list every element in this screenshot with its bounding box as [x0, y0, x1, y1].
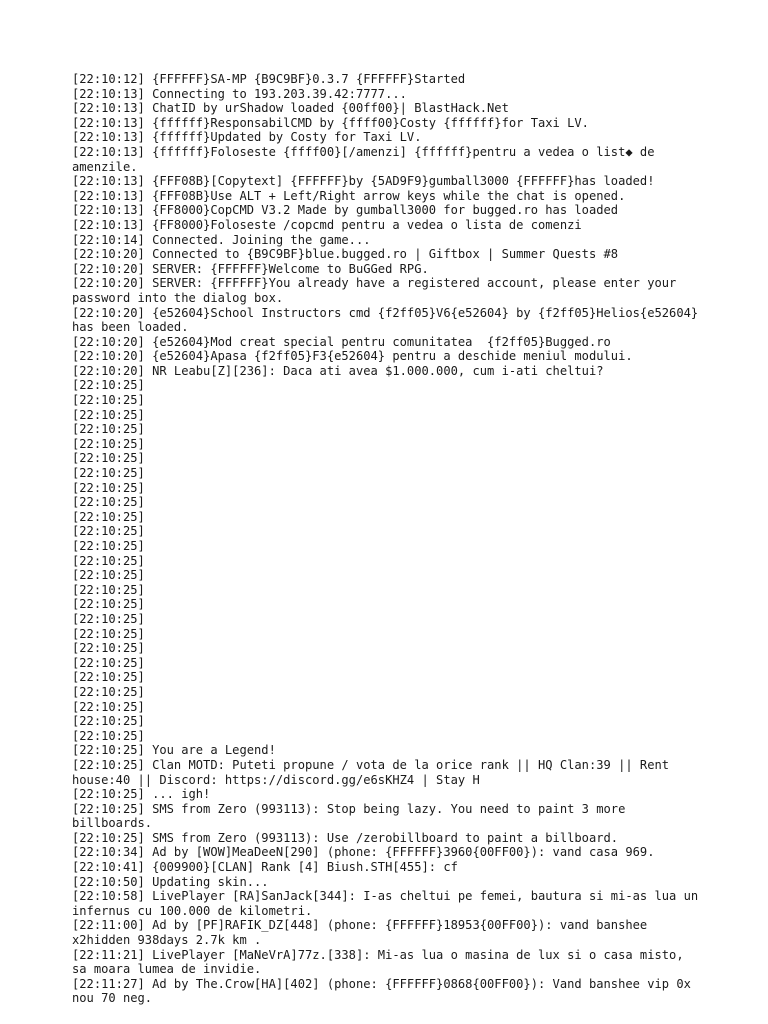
log-line: [22:10:25] — [72, 466, 145, 481]
log-line: [22:10:25] — [72, 582, 145, 597]
log-line: [22:10:20] {e52604}Mod creat special pentru comunitatea {f2ff05}Bugged.ro — [72, 334, 611, 349]
log-line: [22:10:25] — [72, 553, 145, 568]
log-line: [22:10:25] — [72, 407, 145, 422]
log-line: [22:10:12] {FFFFFF}SA-MP {B9C9BF}0.3.7 {FFFFFF}Started — [72, 72, 466, 86]
log-line: [22:10:25] Clan MOTD: Puteti propune / vota de la orice rank || HQ Clan:39 || Rent house:40 || Discord: https://discord.gg/e6sKHZ4 | Stay H — [72, 757, 677, 787]
log-line: [22:10:25] SMS from Zero (993113): Stop being lazy. You need to paint 3 more billboards. — [72, 801, 633, 831]
log-line: [22:10:13] {FFF08B}Use ALT + Left/Right arrow keys while the chat is opened. — [72, 188, 626, 203]
log-line: [22:10:14] Connected. Joining the game... — [72, 232, 371, 247]
log-line: [22:10:25] — [72, 451, 145, 466]
log-line: [22:10:20] SERVER: {FFFFFF}You already have a registered account, please enter your password into the dialog box. — [72, 276, 684, 305]
log-line: [22:10:25] — [72, 728, 145, 743]
log-line: [22:10:25] — [72, 670, 145, 685]
log-line: [22:10:58] LivePlayer [RA]SanJack[344]: I-as cheltui pe femei, bautura si mi-as lua un infernus cu 100.000 de kilometri. — [72, 889, 706, 918]
log-line: [22:10:25] — [72, 539, 145, 553]
log-line: [22:10:20] {e52604}Apasa {f2ff05}F3{e52604} pentru a deschide meniul modului. — [72, 349, 633, 364]
log-line: [22:10:13] Connecting to 193.203.39.42:7777... — [72, 86, 407, 101]
chat-log-document — [72, 72, 706, 1006]
log-line: [22:10:25] — [72, 568, 145, 583]
log-line: [22:10:20] NR Leabu[Z][236]: Daca ati avea $1.000.000, cum i-ati cheltui? — [72, 363, 604, 378]
log-line: [22:10:25] — [72, 611, 145, 626]
log-line: [22:10:25] — [72, 626, 145, 641]
log-line: [22:10:13] {FFF08B}[Copytext] {FFFFFF}by {5AD9F9}gumball3000 {FFFFFF}has loaded! — [72, 174, 655, 189]
log-line: [22:10:13] {ffffff}ResponsabilCMD by {ffff00}Costy {ffffff}for Taxi LV. — [72, 115, 589, 130]
log-line: [22:10:25] — [72, 422, 145, 437]
log-line: [22:10:25] — [72, 509, 145, 524]
log-line: [22:10:25] — [72, 597, 145, 612]
log-line: [22:11:21] LivePlayer [MaNeVrA]77z.[338]: Mi-as lua o masina de lux si o casa misto, sa moara lumea de invidie. — [72, 947, 691, 977]
log-line: [22:10:20] SERVER: {FFFFFF}Welcome to BuGGed RPG. — [72, 261, 429, 276]
log-line: [22:10:25] — [72, 393, 145, 408]
log-line: [22:10:25] — [72, 524, 145, 539]
log-line: [22:11:00] Ad by [PF]RAFIK_DZ[448] (phone: {FFFFFF}18953{00FF00}): vand banshee x2hidden 938days 2.7k km . — [72, 918, 655, 948]
log-line: [22:10:50] Updating skin... — [72, 874, 269, 889]
log-line: [22:10:25] ... igh! — [72, 787, 211, 802]
log-line: [22:10:25] You are a Legend! — [72, 743, 276, 758]
log-line: [22:10:13] {FF8000}CopCMD V3.2 Made by gumball3000 for bugged.ro has loaded — [72, 203, 619, 218]
log-line: [22:10:34] Ad by [WOW]MeaDeeN[290] (phone: {FFFFFF}3960{00FF00}): vand casa 969. — [72, 845, 655, 860]
log-line: [22:10:25] — [72, 714, 145, 729]
log-line: [22:10:25] — [72, 684, 145, 699]
log-line: [22:10:25] — [72, 480, 145, 495]
log-line: [22:10:25] — [72, 641, 145, 656]
log-line: [22:10:25] — [72, 436, 145, 451]
log-line: [22:10:25] — [72, 699, 145, 714]
log-line: [22:10:25] — [72, 495, 145, 510]
log-line: [22:10:13] {FF8000}Foloseste /copcmd pentru a vedea o lista de comenzi — [72, 217, 582, 232]
log-line: [22:10:25] — [72, 378, 145, 393]
log-line: [22:10:13] {ffffff}Updated by Costy for Taxi LV. — [72, 130, 422, 145]
log-line: [22:10:13] {ffffff}Foloseste {ffff00}[/amenzi] {ffffff}pentru a vedea o list◆ de amenzile. — [72, 144, 662, 174]
log-line: [22:10:25] — [72, 655, 145, 670]
log-line: [22:11:27] Ad by The.Crow[HA][402] (phone: {FFFFFF}0868{00FF00}): Vand banshee vip 0x nou 70 neg. — [72, 976, 699, 1006]
log-line: [22:10:20] {e52604}School Instructors cmd {f2ff05}V6{e52604} by {f2ff05}Helios{e52604} has been loaded. — [72, 305, 706, 335]
log-line: [22:10:20] Connected to {B9C9BF}blue.bugged.ro | Giftbox | Summer Quests #8 — [72, 247, 619, 262]
log-line: [22:10:13] ChatID by urShadow loaded {00ff00}| BlastHack.Net — [72, 101, 509, 116]
log-line: [22:10:25] SMS from Zero (993113): Use /zerobillboard to paint a billboard. — [72, 830, 619, 845]
log-line: [22:10:41] {009900}[CLAN] Rank [4] Biush.STH[455]: cf — [72, 860, 458, 875]
